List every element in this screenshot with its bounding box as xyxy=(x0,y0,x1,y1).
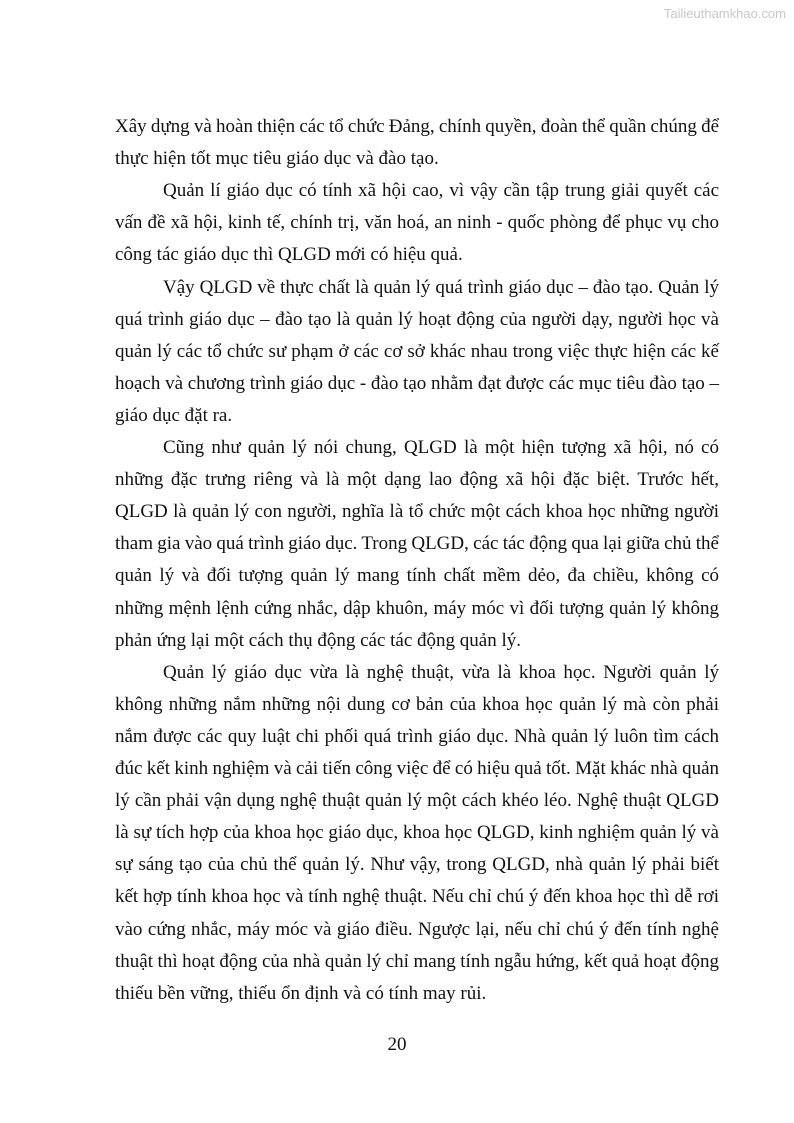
text-line: quá trình giáo dục – đào tạo là quản lý hoạt động của người dạy, người học và xyxy=(115,308,719,330)
text-line: đúc kết kinh nghiệm và cải tiến công việc để có hiệu quả tốt. Mặt khác nhà quản xyxy=(115,758,720,779)
text-line: QLGD là quản lý con người, nghĩa là tổ chức một cách khoa học những người xyxy=(115,501,719,523)
text-line: công tác giáo dục thì QLGD mới có hiệu quả. xyxy=(115,244,463,266)
text-line: những đặc trưng riêng và là một dạng lao động xã hội đặc biệt. Trước hết, xyxy=(115,469,719,491)
text-line: là sự tích hợp của khoa học giáo dục, khoa học QLGD, kinh nghiệm quản lý và xyxy=(115,822,719,844)
text-line: thuật thì hoạt động của nhà quản lý chỉ mang tính ngẫu hứng, kết quả hoạt động xyxy=(115,950,719,972)
text-line: thực hiện tốt mục tiêu giáo dục và đào tạo. xyxy=(115,148,439,170)
text-line: Xây dựng và hoàn thiện các tổ chức Đảng, chính quyền, đoàn thể quần chúng để xyxy=(115,116,719,137)
text-line: Quản lý giáo dục vừa là nghệ thuật, vừa là khoa học. Người quản lý xyxy=(163,661,719,683)
text-line: tham gia vào quá trình giáo dục. Trong QLGD, các tác động qua lại giữa chủ thể xyxy=(115,533,719,555)
text-line: vào cứng nhắc, máy móc và giáo điều. Ngược lại, nếu chỉ chú ý đến tính nghệ xyxy=(115,918,719,940)
page-number: 20 xyxy=(387,1034,407,1055)
text-line: Vậy QLGD về thực chất là quản lý quá trình giáo dục – đào tạo. Quản lý xyxy=(163,276,719,298)
text-line: kết hợp tính khoa học và tính nghệ thuật. Nếu chỉ chú ý đến khoa học thì dễ rơi xyxy=(115,886,719,908)
text-line: không những nắm những nội dung cơ bản của khoa học quản lý mà còn phải xyxy=(115,693,719,715)
text-line: nắm được các quy luật chi phối quá trình giáo dục. Nhà quản lý luôn tìm cách xyxy=(115,725,719,747)
text-line: hoạch và chương trình giáo dục - đào tạo nhằm đạt được các mục tiêu đào tạo – xyxy=(115,372,719,394)
text-line: quản lý và đối tượng quản lý mang tính chất mềm dẻo, đa chiều, không có xyxy=(115,565,719,587)
text-line: Quản lí giáo dục có tính xã hội cao, vì vậy cần tập trung giải quyết các xyxy=(163,180,719,202)
text-line: thiếu bền vững, thiếu ổn định và có tính may rủi. xyxy=(115,982,487,1004)
text-line: vấn đề xã hội, kinh tế, chính trị, văn hoá, an ninh - quốc phòng để phục vụ cho xyxy=(115,212,719,234)
text-line: Cũng như quản lý nói chung, QLGD là một hiện tượng xã hội, nó có xyxy=(163,437,719,458)
text-line: lý cần phải vận dụng nghệ thuật quản lý một cách khéo léo. Nghệ thuật QLGD xyxy=(115,790,719,812)
watermark: Tailieuthamkhao.com xyxy=(663,6,786,21)
text-line: sự sáng tạo của chủ thể quản lý. Như vậy, trong QLGD, nhà quản lý phải biết xyxy=(115,854,719,876)
text-line: phản ứng lại một cách thụ động các tác động quản lý. xyxy=(115,629,522,651)
text-line: quản lý các tổ chức sư phạm ở các cơ sở khác nhau trong việc thực hiện các kế xyxy=(115,340,719,362)
text-line: những mệnh lệnh cứng nhắc, dập khuôn, máy móc vì đối tượng quản lý không xyxy=(115,597,719,619)
text-line: giáo dục đặt ra. xyxy=(115,404,233,426)
